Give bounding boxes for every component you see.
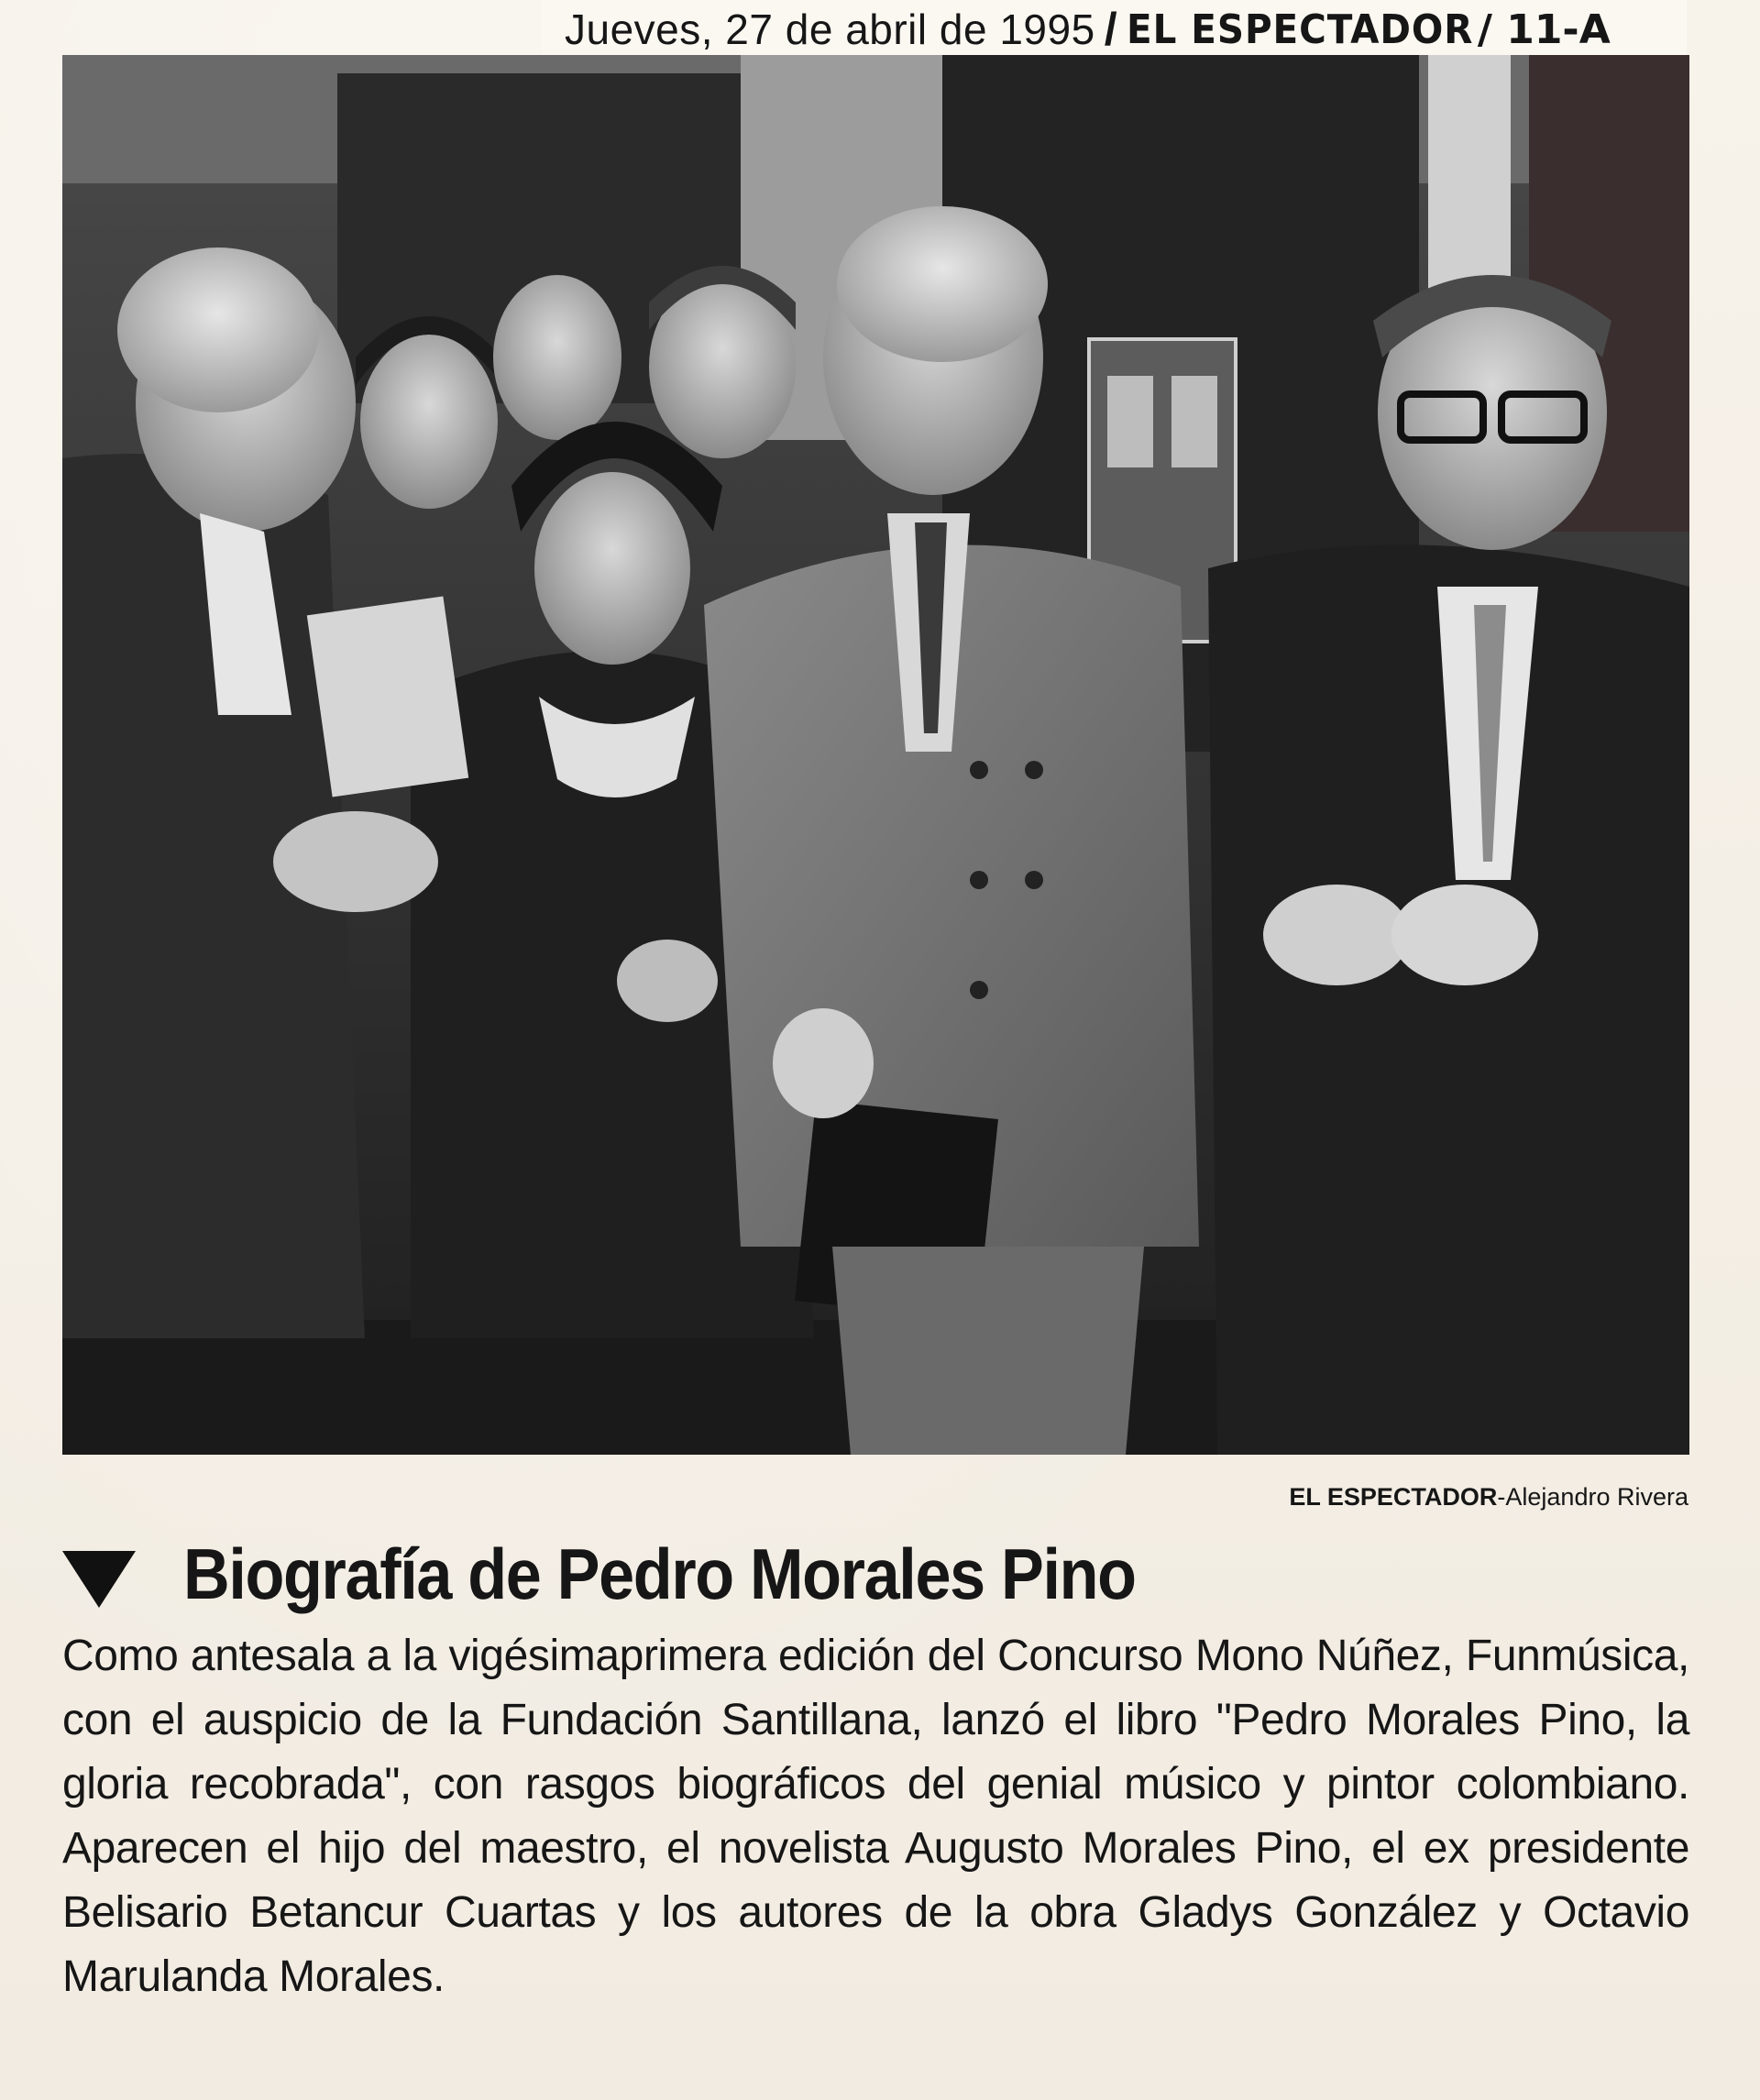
article-paragraph: Como antesala a la vigésimaprimera edición del Concurso Mono Núñez, Funmúsica, con el auspicio de la Fundación Santillana, lanzó el libro "Pedro Morales Pino, la gloria recobrada", con rasgos biográficos del genial músico y pintor colombiano. Aparecen el hijo del maestro, el novelista Augusto Morales Pino, el ex presidente Belisario Betancur Cuartas y los autores de la obra Gladys González y Octavio Marulanda Morales.: [62, 1632, 1689, 2001]
masthead: [541, 0, 1687, 59]
article-body: [62, 1624, 1689, 2009]
masthead-separator: /: [1104, 4, 1117, 55]
photo-halftone-icon: [62, 55, 1689, 1455]
credit-photographer: -Alejandro Rivera: [1497, 1483, 1688, 1511]
masthead-date: Jueves, 27 de abril de 1995: [565, 5, 1095, 53]
photo-credit: [1289, 1483, 1688, 1512]
masthead-paper-name: EL ESPECTADOR: [1126, 5, 1473, 53]
headline-title: Biografía de Pedro Morales Pino: [183, 1534, 1136, 1614]
article-headline: [62, 1533, 1241, 1616]
masthead-page-number: / 11-A: [1477, 5, 1611, 53]
credit-paper-name: EL ESPECTADOR: [1289, 1483, 1498, 1511]
triangle-down-icon: [62, 1551, 136, 1608]
news-photo: [62, 55, 1689, 1455]
